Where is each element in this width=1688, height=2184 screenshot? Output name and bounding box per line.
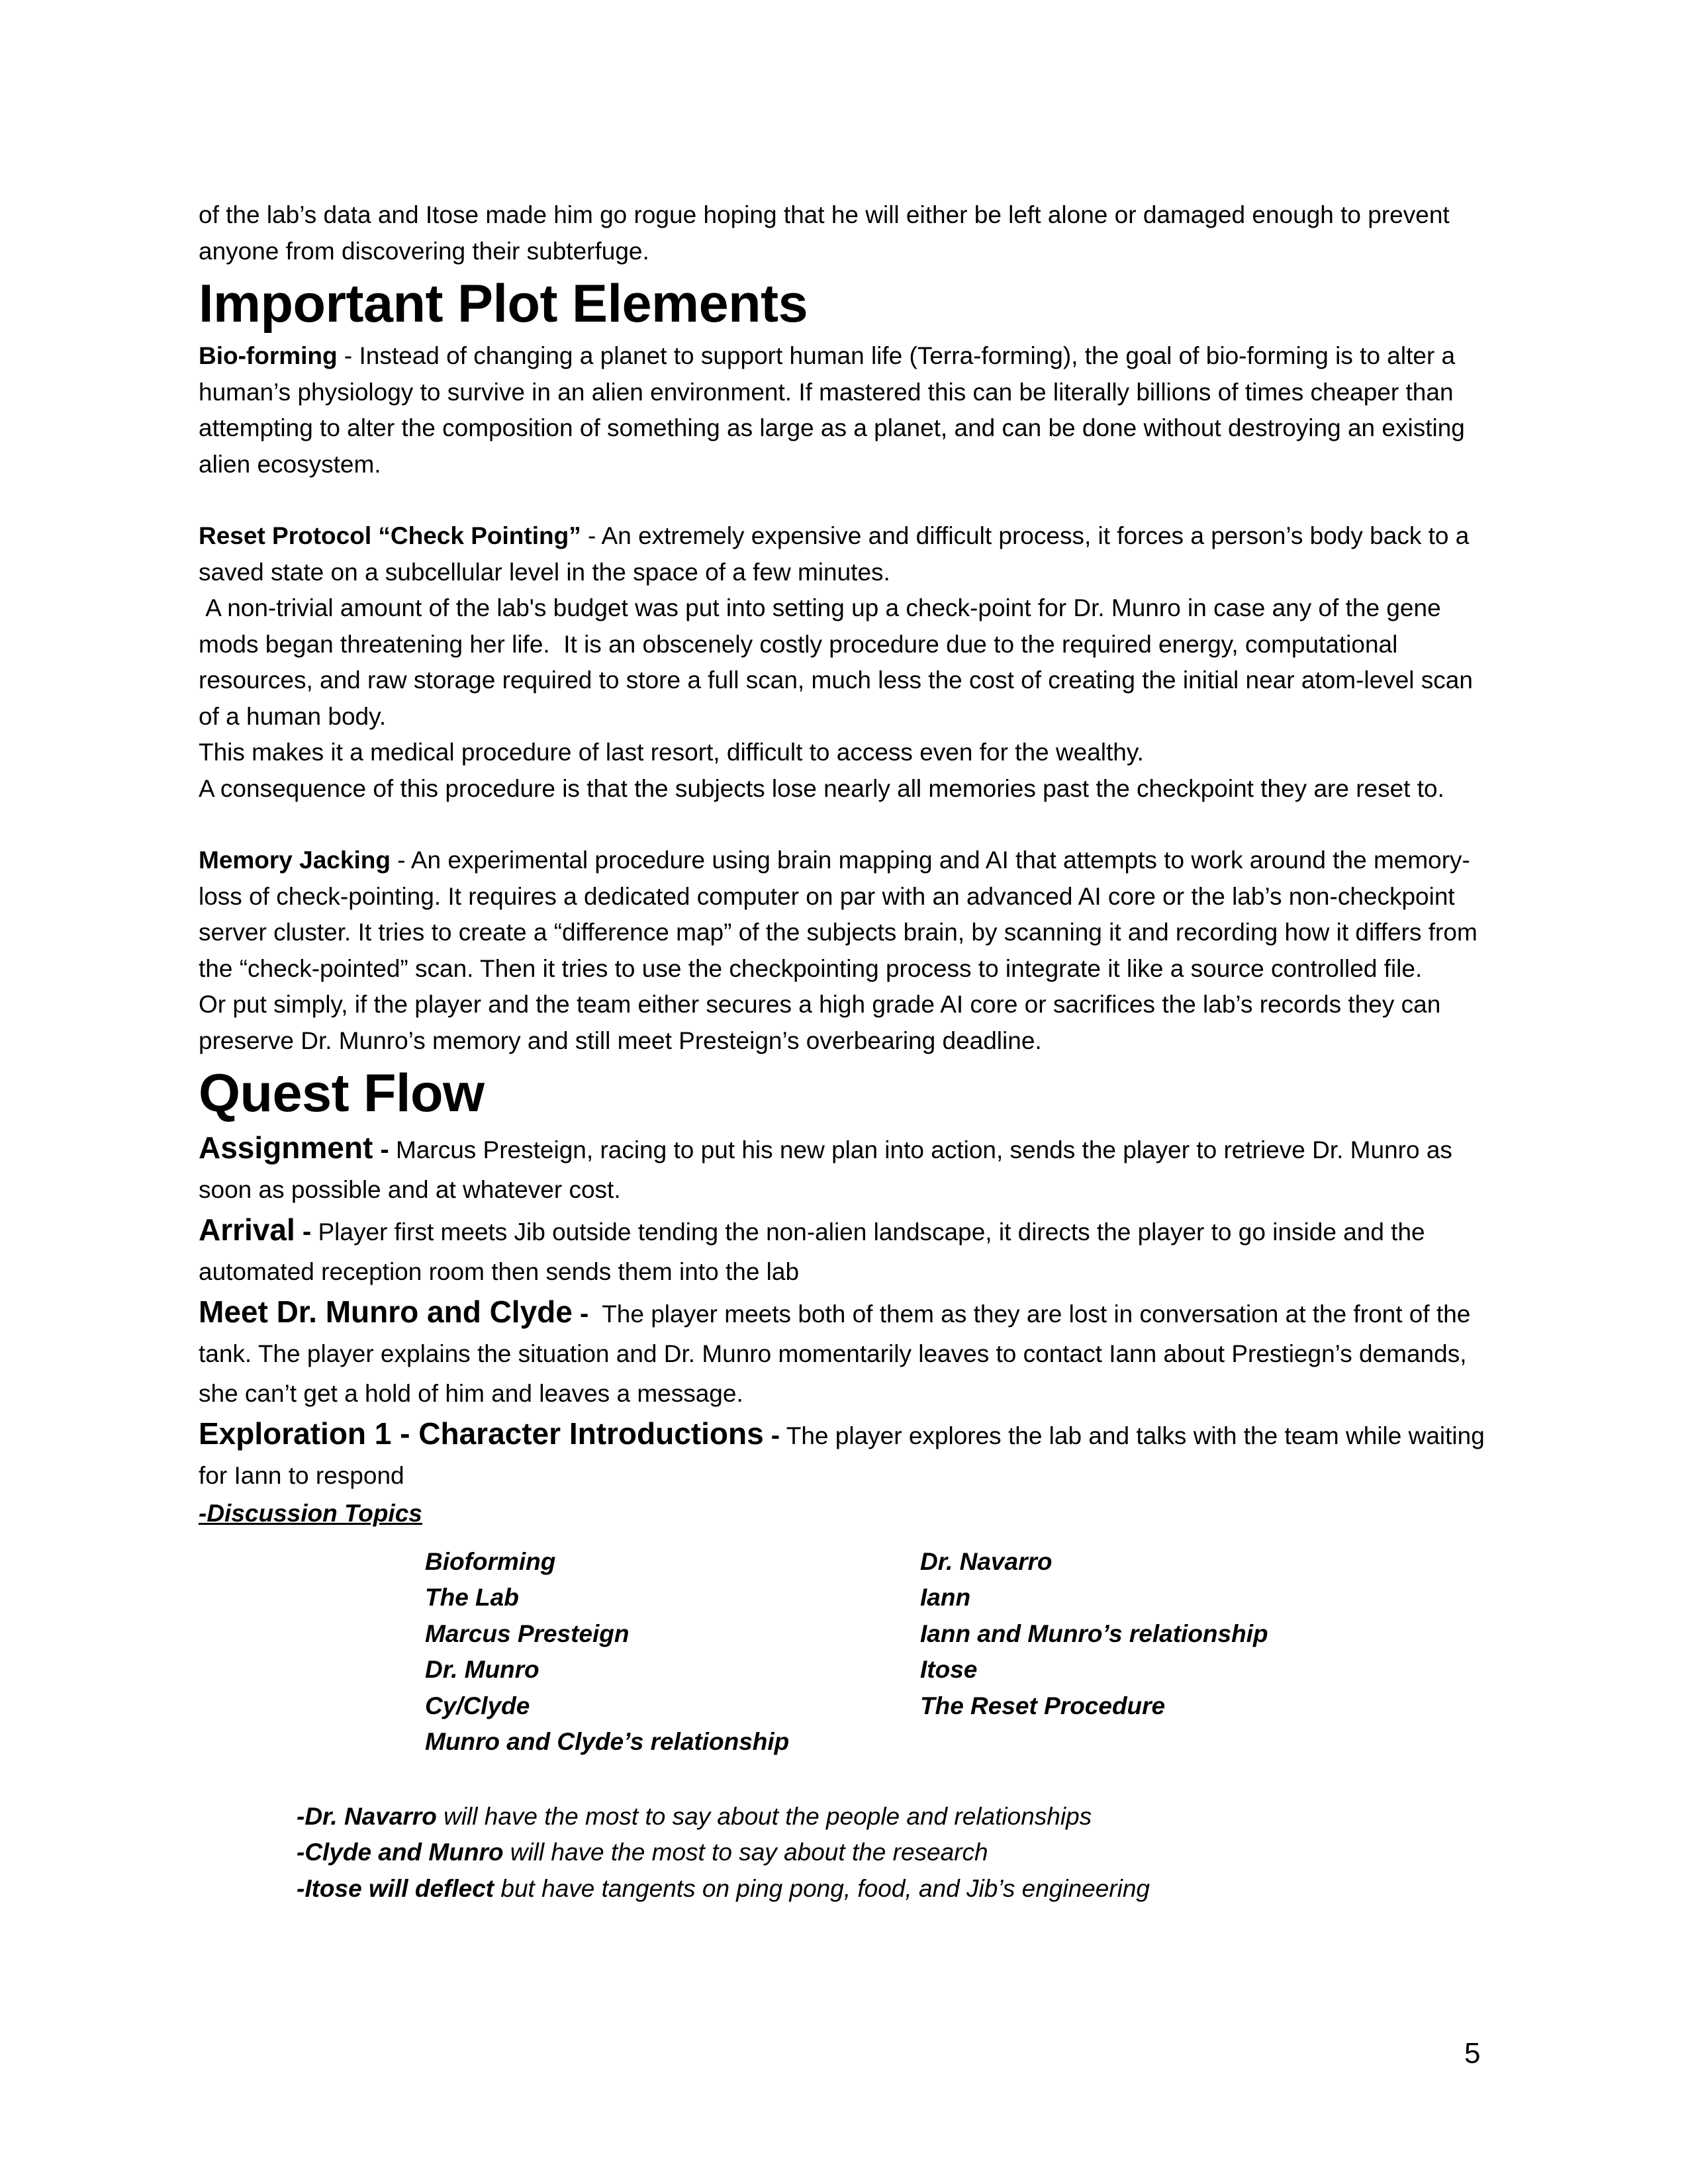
reset-paragraph-3: This makes it a medical procedure of last resort, difficult to access even for the wealthy. (199, 739, 1144, 766)
memory-paragraph-2: Or put simply, if the player and the team either secures a high grade AI core or sacrifices the lab’s records they can preserve Dr. Munro’s memory and still meet Presteign’s overbearing deadline. (199, 991, 1441, 1054)
topics-column-left (425, 1544, 920, 1760)
note-itose (297, 1871, 1496, 1907)
spacer (199, 482, 1496, 518)
topic-item: Itose (920, 1656, 978, 1683)
discussion-notes (297, 1799, 1496, 1907)
discussion-topics-list (425, 1544, 1496, 1760)
topic-item: Bioforming (425, 1547, 556, 1575)
topic-item: The Lab (425, 1584, 519, 1611)
meet-paragraph (199, 1292, 1496, 1414)
topic-item: Cy/Clyde (425, 1692, 530, 1719)
intro-paragraph: of the lab’s data and Itose made him go rogue hoping that he will either be left alone or damaged enough to prevent anyone from discovering their subterfuge. (199, 201, 1450, 265)
reset-paragraph-2: A non-trivial amount of the lab's budget was put into setting up a check-point for Dr. Munro in case any of the gene mods began threatening her life. It is an obscenely costly procedure due to the required energy, computational resources, and raw storage required to store a full scan, much less the cost of creating the initial near atom-level scan of a human body. (199, 594, 1480, 730)
topic-item: Marcus Presteign (425, 1619, 630, 1647)
bioforming-text: - Instead of changing a planet to support human life (Terra-forming), the goal of bio-forming is to alter a human’s physiology to survive in an alien environment. If mastered this can be literally billions of times cheaper than attempting to alter the composition of something as large as a planet, and can be done without destroying an existing alien ecosystem. (199, 342, 1465, 478)
reset-paragraph-4: A consequence of this procedure is that the subjects lose nearly all memories past the checkpoint they are reset to. (199, 774, 1444, 802)
assignment-heading: Assignment (199, 1130, 373, 1165)
topics-column-right (920, 1544, 1317, 1760)
page-content (199, 197, 1496, 1907)
memory-text: - An experimental procedure using brain mapping and AI that attempts to work around the memory-loss of check-pointing. It requires a dedicated computer on par with an advanced AI core or the lab’s non-checkpoint server cluster. It tries to create a “difference map” of the subjects brain, by scanning it and recording how it differs from the “check-pointed” scan. Then it tries to use the checkpointing process to integrate it like a source controlled file. (199, 846, 1477, 982)
arrival-paragraph (199, 1210, 1496, 1292)
topic-item: The Reset Procedure (920, 1692, 1166, 1719)
reset-paragraph (199, 518, 1496, 590)
note-itose-text: but have tangents on ping pong, food, and Jib’s engineering (494, 1874, 1150, 1902)
reset-text: - An extremely expensive and difficult process, it forces a person’s body back to a saved state on a subcellular level in the space of a few minutes. (199, 522, 1470, 586)
dash: - (373, 1135, 389, 1164)
topic-item: Iann and Munro’s relationship (920, 1619, 1268, 1647)
plot-elements-heading: Important Plot Elements (199, 274, 808, 334)
arrival-heading: Arrival (199, 1212, 295, 1247)
exploration-heading: Exploration 1 - Character Introductions (199, 1416, 764, 1451)
spacer (199, 807, 1496, 842)
note-navarro (297, 1799, 1496, 1835)
page-number: 5 (1464, 2037, 1481, 2070)
dash: - (572, 1299, 589, 1328)
meet-heading: Meet Dr. Munro and Clyde (199, 1295, 573, 1329)
bioforming-term: Bio-forming (199, 342, 338, 369)
assignment-paragraph (199, 1128, 1496, 1210)
meet-text: The player meets both of them as they are lost in conversation at the front of the tank. The player explains the situation and Dr. Munro momentarily leaves to contact Iann about Prestiegn’s demands, she can’t get a hold of him and leaves a message. (199, 1300, 1477, 1407)
note-clyde-munro-bold: -Clyde and Munro (297, 1839, 504, 1866)
arrival-text: Player first meets Jib outside tending the non-alien landscape, it directs the player to go inside and the automated reception room then sends them into the lab (199, 1218, 1425, 1285)
discussion-topics-title: -Discussion Topics (199, 1500, 422, 1527)
note-navarro-bold: -Dr. Navarro (297, 1802, 437, 1830)
discussion-topics-label (199, 1496, 1496, 1532)
bioforming-paragraph (199, 338, 1496, 482)
topic-item: Dr. Munro (425, 1656, 539, 1683)
note-navarro-text: will have the most to say about the people and relationships (436, 1802, 1092, 1830)
dash: - (295, 1217, 312, 1246)
note-clyde-munro (297, 1835, 1496, 1871)
assignment-text: Marcus Presteign, racing to put his new plan into action, sends the player to retrieve Dr. Munro as soon as possible and at whatever cost. (199, 1136, 1452, 1203)
note-itose-bold: -Itose will deflect (297, 1874, 494, 1902)
memory-paragraph (199, 842, 1496, 987)
memory-term: Memory Jacking (199, 846, 391, 874)
dash: - (763, 1421, 780, 1450)
topic-item: Dr. Navarro (920, 1547, 1053, 1575)
topic-item: Munro and Clyde’s relationship (425, 1728, 790, 1755)
topic-item: Iann (920, 1584, 971, 1611)
reset-term: Reset Protocol “Check Pointing” (199, 522, 581, 549)
quest-flow-heading: Quest Flow (199, 1064, 485, 1123)
note-clyde-munro-text: will have the most to say about the research (503, 1839, 988, 1866)
exploration-text: The player explores the lab and talks with the team while waiting for Iann to respond (199, 1422, 1485, 1489)
exploration-paragraph (199, 1414, 1496, 1496)
